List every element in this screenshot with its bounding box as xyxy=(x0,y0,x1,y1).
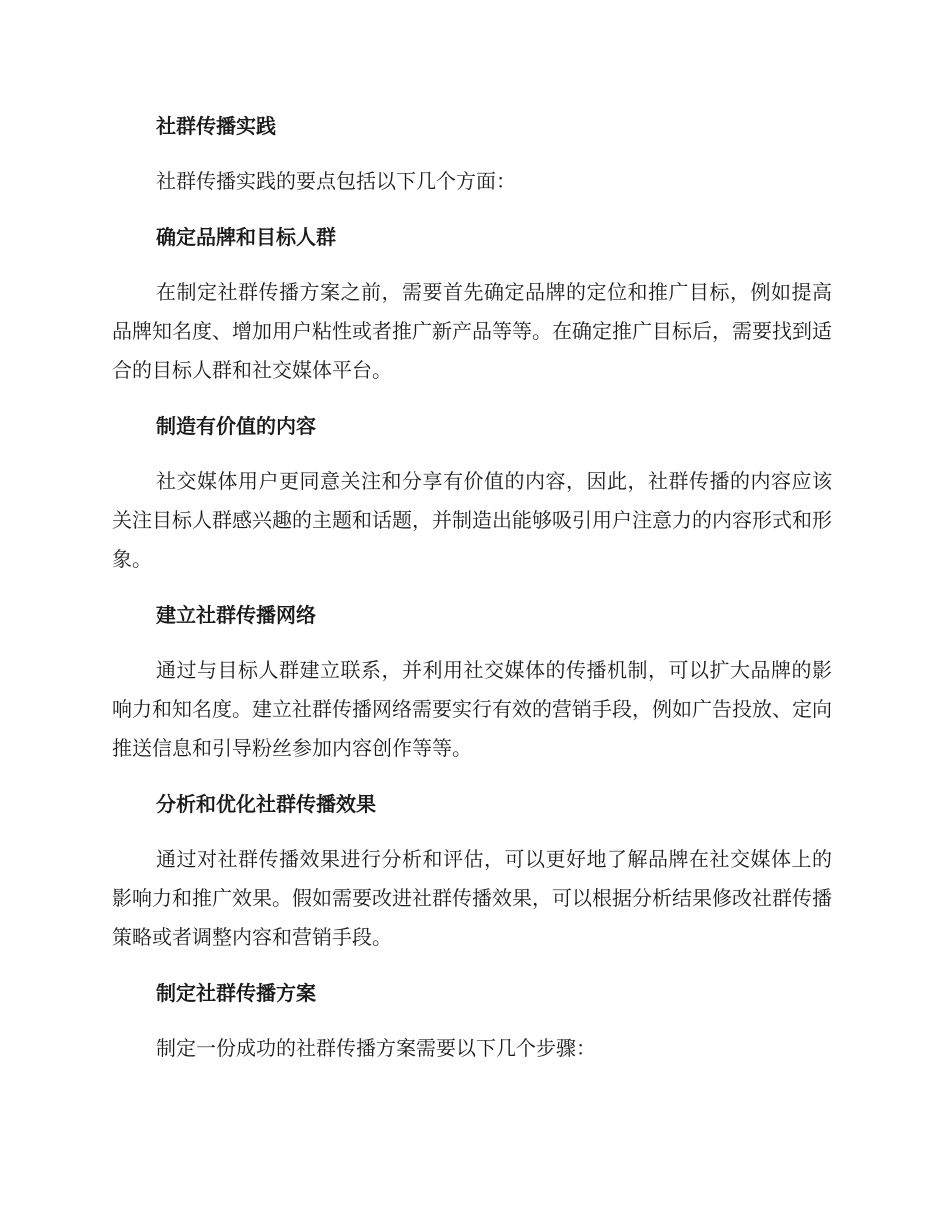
section-heading-analysis: 分析和优化社群传播效果 xyxy=(156,792,376,816)
section-heading-brand-target: 确定品牌和目标人群 xyxy=(156,225,336,249)
section-heading-network: 建立社群传播网络 xyxy=(156,603,316,627)
section-heading-practice: 社群传播实践 xyxy=(156,114,276,138)
section-paragraph-network: 通过与目标人群建立联系，并利用社交媒体的传播机制，可以扩大品牌的影响力和知名度。建立社群传播网络需要实行有效的营销手段，例如广告投放、定向推送信息和引导粉丝参加内容创作等等。 xyxy=(112,658,832,760)
section-heading-valuable-content: 制造有价值的内容 xyxy=(156,414,316,438)
document-content xyxy=(112,108,832,1068)
section-paragraph-valuable-content: 社交媒体用户更同意关注和分享有价值的内容，因此，社群传播的内容应该关注目标人群感兴趣的主题和话题，并制造出能够吸引用户注意力的内容形式和形象。 xyxy=(112,469,832,571)
section-paragraph-brand-target: 在制定社群传播方案之前，需要首先确定品牌的定位和推广目标，例如提高品牌知名度、增加用户粘性或者推广新产品等等。在确定推广目标后，需要找到适合的目标人群和社交媒体平台。 xyxy=(112,280,832,382)
section-paragraph-practice: 社群传播实践的要点包括以下几个方面： xyxy=(156,169,516,193)
section-paragraph-analysis: 通过对社群传播效果进行分析和评估，可以更好地了解品牌在社交媒体上的影响力和推广效果。假如需要改进社群传播效果，可以根据分析结果修改社群传播策略或者调整内容和营销手段。 xyxy=(112,847,832,949)
section-heading-plan: 制定社群传播方案 xyxy=(156,981,316,1005)
section-paragraph-plan: 制定一份成功的社群传播方案需要以下几个步骤： xyxy=(156,1036,596,1060)
